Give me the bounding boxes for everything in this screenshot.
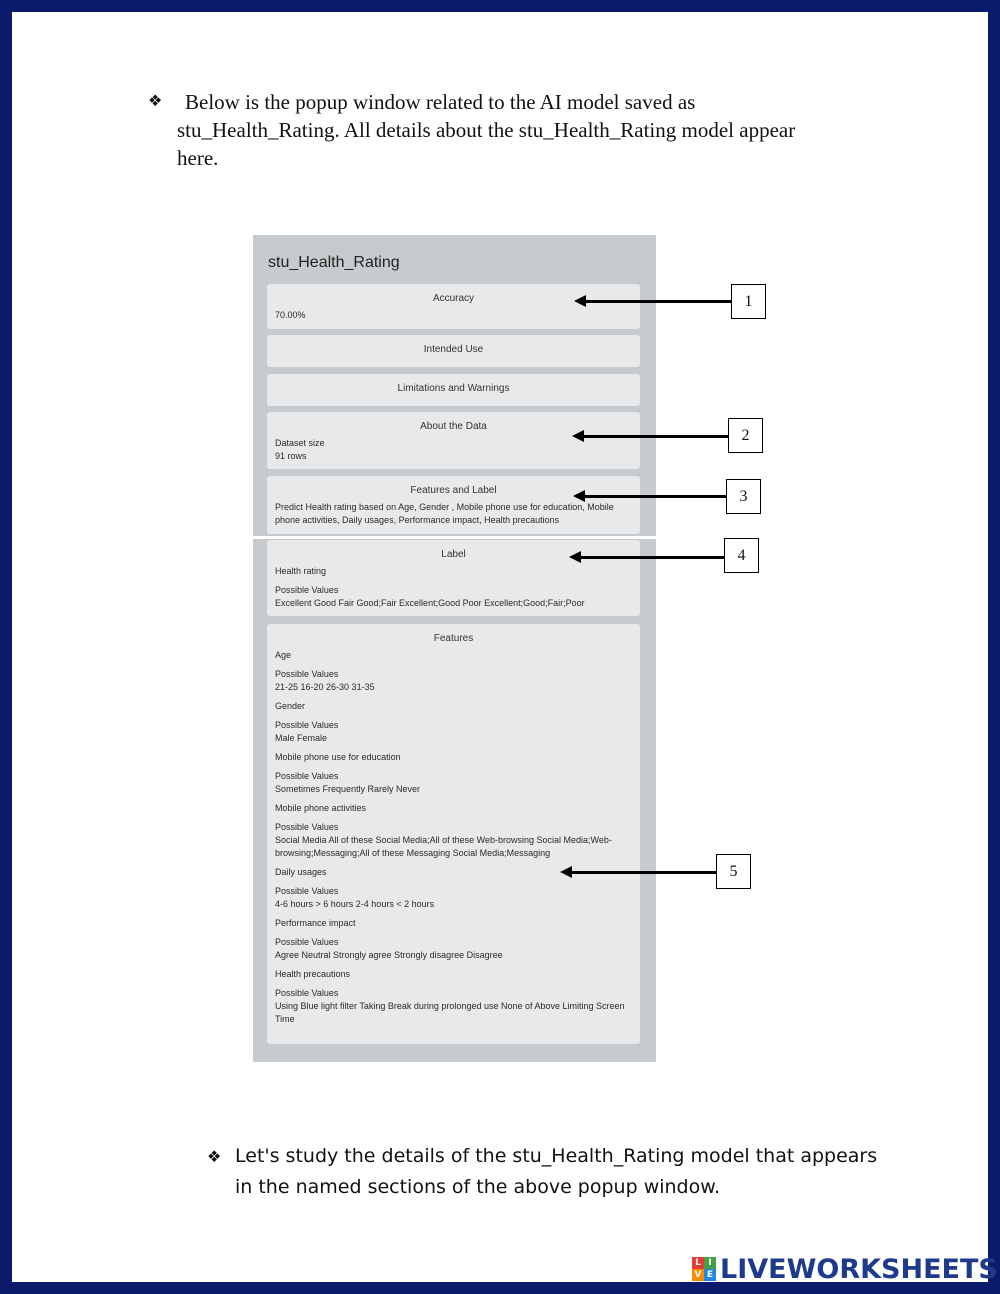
logo-mark-letter: E: [704, 1269, 716, 1281]
feature-possible-values: Time: [275, 1014, 295, 1024]
feature-name: Health precautions: [275, 969, 351, 979]
callout-box-1: 1: [731, 284, 766, 319]
about-data-card[interactable]: [267, 412, 640, 469]
feature-item: [275, 751, 632, 802]
feature-name: Performance impact: [275, 918, 356, 928]
intro-line-2: stu_Health_Rating. All details about the stu_Health_Rating model appear: [177, 118, 796, 142]
feature-name: Daily usages: [275, 867, 327, 877]
feature-possible-values: 21-25 16-20 26-30 31-35: [275, 682, 375, 692]
callout-arrow-3: [583, 495, 727, 498]
intended-use-heading: Intended Use: [423, 344, 484, 355]
feature-possible-values-caption: Possible Values: [275, 886, 339, 896]
logo-mark-letter: V: [692, 1269, 704, 1281]
callout-box-5: 5: [716, 854, 751, 889]
popup-title: stu_Health_Rating: [268, 254, 400, 271]
label-possible-values-caption: Possible Values: [275, 585, 339, 595]
intro-line-1: Below is the popup window related to the AI model saved as: [185, 90, 696, 114]
limitations-card[interactable]: [267, 374, 640, 406]
feature-item: [275, 917, 632, 968]
liveworksheets-logo: [692, 1255, 998, 1283]
outro-line-1: Let's study the details of the stu_Health_Rating model that appears: [235, 1145, 878, 1167]
outro-line-2: in the named sections of the above popup window.: [235, 1176, 721, 1198]
callout-box-2: 2: [728, 418, 763, 453]
features-heading: Features: [433, 633, 474, 644]
intro-line-3: here.: [177, 146, 219, 170]
limitations-heading: Limitations and Warnings: [397, 383, 510, 394]
feature-item: [275, 802, 632, 866]
feature-possible-values-caption: Possible Values: [275, 988, 339, 998]
label-possible-values: Excellent Good Fair Good;Fair Excellent;Good Poor Excellent;Good;Fair;Poor: [275, 598, 585, 608]
live-logo-icon: [692, 1257, 716, 1281]
feature-possible-values-caption: Possible Values: [275, 669, 339, 679]
feature-possible-values: Sometimes Frequently Rarely Never: [275, 784, 421, 794]
features-and-label-heading: Features and Label: [410, 485, 497, 496]
intended-use-card[interactable]: [267, 335, 640, 367]
feature-possible-values: Social Media All of these Social Media;All of these Web-browsing Social Media;Web-: [275, 835, 612, 845]
features-card[interactable]: [267, 624, 640, 1044]
callout-arrow-1: [584, 300, 732, 303]
feature-possible-values: Male Female: [275, 733, 328, 743]
callout-box-3: 3: [726, 479, 761, 514]
feature-possible-values: 4-6 hours > 6 hours 2-4 hours < 2 hours: [275, 899, 435, 909]
label-heading: Label: [441, 549, 466, 560]
feature-possible-values-caption: Possible Values: [275, 822, 339, 832]
dataset-size-label: Dataset size: [275, 438, 325, 448]
features-and-label-line-2: phone activities, Daily usages, Performance impact, Health precautions: [275, 515, 560, 525]
callout-arrow-5: [570, 871, 717, 874]
diamond-bullet-icon: ❖: [148, 93, 163, 110]
label-card[interactable]: [267, 540, 640, 616]
features-and-label-card[interactable]: [267, 476, 640, 534]
callout-arrow-2: [582, 435, 729, 438]
outro-paragraph: [207, 1141, 887, 1203]
screenshot-seam: [253, 536, 656, 539]
feature-possible-values-caption: Possible Values: [275, 720, 339, 730]
feature-possible-values: Agree Neutral Strongly agree Strongly disagree Disagree: [275, 950, 503, 960]
feature-possible-values: browsing;Messaging;All of these Messaging Social Media;Messaging: [275, 848, 551, 858]
logo-text: LIVEWORKSHEETS: [720, 1253, 998, 1285]
diamond-bullet-icon: ❖: [207, 1147, 222, 1166]
feature-name: Age: [275, 650, 292, 660]
feature-name: Gender: [275, 701, 306, 711]
feature-item: [275, 968, 632, 1032]
features-list: [275, 649, 632, 1032]
feature-name: Mobile phone activities: [275, 803, 367, 813]
model-popup-window: [253, 235, 656, 1062]
label-name: Health rating: [275, 566, 327, 576]
feature-item: [275, 700, 632, 751]
about-data-heading: About the Data: [420, 421, 487, 432]
accuracy-value: 70.00%: [275, 310, 306, 320]
intro-paragraph: [148, 88, 868, 172]
logo-mark-letter: I: [704, 1257, 716, 1269]
feature-possible-values-caption: Possible Values: [275, 937, 339, 947]
dataset-size-value: 91 rows: [275, 451, 307, 461]
feature-name: Mobile phone use for education: [275, 752, 401, 762]
callout-box-4: 4: [724, 538, 759, 573]
feature-possible-values: Using Blue light filter Taking Break during prolonged use None of Above Limiting Screen: [275, 1001, 625, 1011]
feature-item: [275, 649, 632, 700]
logo-mark-letter: L: [692, 1257, 704, 1269]
features-and-label-line-1: Predict Health rating based on Age, Gender , Mobile phone use for education, Mobile: [275, 502, 614, 512]
accuracy-heading: Accuracy: [432, 293, 475, 304]
callout-arrow-4: [579, 556, 725, 559]
feature-possible-values-caption: Possible Values: [275, 771, 339, 781]
